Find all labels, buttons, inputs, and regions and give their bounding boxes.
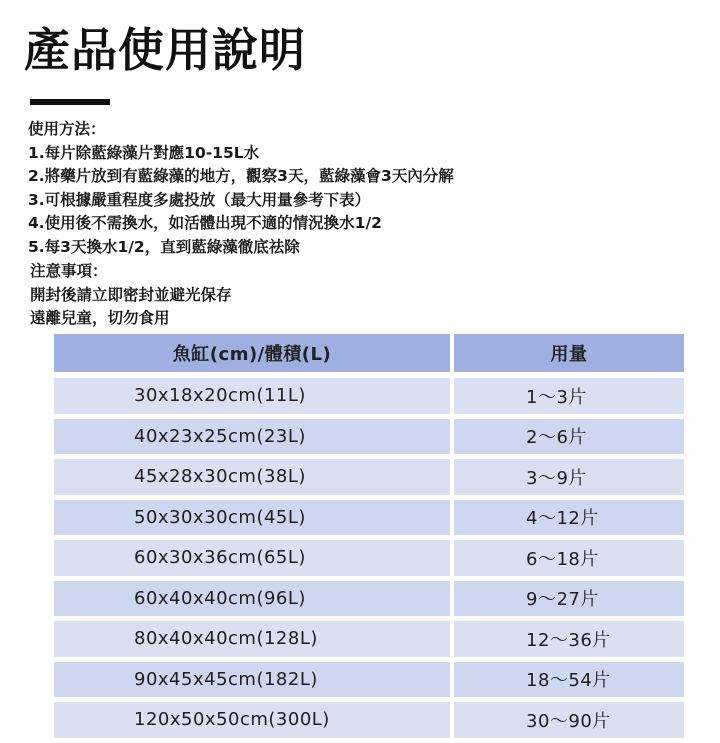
tank-size-cell: 30x18x20cm(11L) xyxy=(54,378,450,414)
table-row xyxy=(54,500,684,536)
tank-size-cell: 80x40x40cm(128L) xyxy=(54,621,450,657)
usage-step: 2.將藥片放到有藍綠藻的地方，觀察3天，藍綠藻會3天內分解 xyxy=(28,167,454,185)
dosage-cell: 30～90片 xyxy=(454,702,684,738)
dosage-cell: 6～18片 xyxy=(454,540,684,576)
header-tank-size: 魚缸(cm)/體積(L) xyxy=(54,334,450,372)
tank-size-cell: 90x45x45cm(182L) xyxy=(54,662,450,698)
dosage-cell: 3～9片 xyxy=(454,459,684,495)
dosage-cell: 1～3片 xyxy=(454,378,684,414)
notes-heading: 注意事項： xyxy=(30,262,108,280)
dosage-cell: 2～6片 xyxy=(454,419,684,455)
usage-step: 5.每3天換水1/2，直到藍綠藻徹底祛除 xyxy=(28,237,300,256)
notes-section xyxy=(30,260,232,331)
tank-size-cell: 40x23x25cm(23L) xyxy=(54,419,450,455)
table-row xyxy=(54,459,684,495)
usage-step: 4.使用後不需換水，如活體出現不適的情況換水1/2 xyxy=(28,214,382,232)
notes-item: 開封後請立即密封並避光保存 xyxy=(30,285,232,304)
tank-size-cell: 60x40x40cm(96L) xyxy=(54,581,450,617)
tank-size-cell: 120x50x50cm(300L) xyxy=(54,702,450,738)
header-dosage: 用量 xyxy=(454,334,684,372)
dosage-table xyxy=(54,334,684,743)
table-row xyxy=(54,419,684,455)
tank-size-cell: 60x30x36cm(65L) xyxy=(54,540,450,576)
dosage-cell: 18～54片 xyxy=(454,662,684,698)
page-title: 產品使用說明 xyxy=(24,23,306,77)
notes-item: 遠離兒童，切勿食用 xyxy=(30,309,170,327)
table-row xyxy=(54,378,684,414)
table-row xyxy=(54,621,684,657)
table-row xyxy=(54,581,684,617)
usage-step: 1.每片除藍綠藻片對應10-15L水 xyxy=(28,143,260,162)
usage-section xyxy=(28,118,454,259)
tank-size-cell: 50x30x30cm(45L) xyxy=(54,500,450,536)
dosage-cell: 4～12片 xyxy=(454,500,684,536)
usage-heading: 使用方法： xyxy=(28,120,106,138)
usage-step: 3.可根據嚴重程度多處投放（最大用量參考下表） xyxy=(28,190,371,209)
table-row xyxy=(54,702,684,738)
title-underline xyxy=(30,99,110,105)
tank-size-cell: 45x28x30cm(38L) xyxy=(54,459,450,495)
dosage-cell: 9～27片 xyxy=(454,581,684,617)
table-header-row xyxy=(54,334,684,372)
table-body xyxy=(54,378,684,738)
table-row xyxy=(54,540,684,576)
table-row xyxy=(54,662,684,698)
dosage-cell: 12～36片 xyxy=(454,621,684,657)
